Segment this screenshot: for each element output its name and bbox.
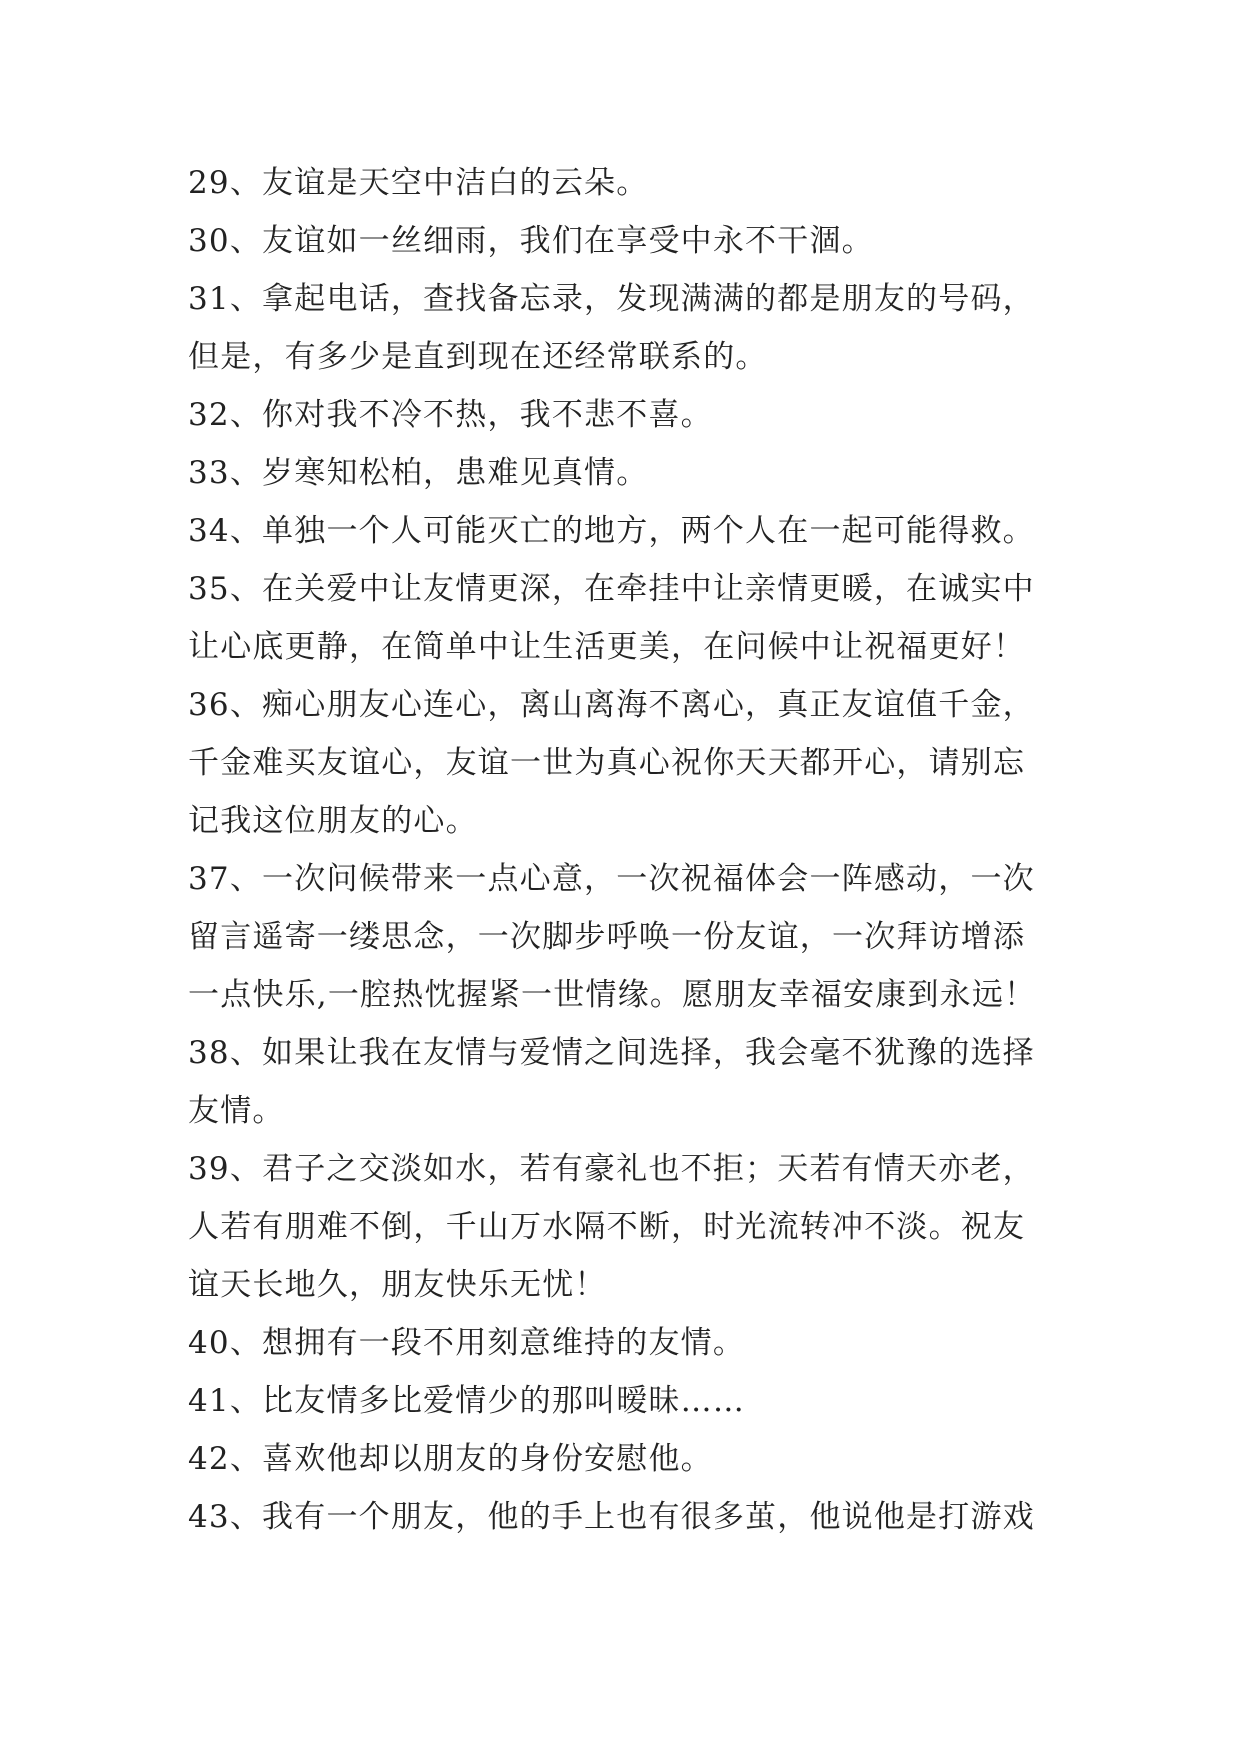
text-line: 千金难买友谊心，友谊一世为真心祝你天天都开心，请别忘: [188, 745, 1026, 781]
text-line: 29、友谊是天空中洁白的云朵。: [188, 165, 649, 201]
text-line: 32、你对我不冷不热，我不悲不喜。: [188, 397, 713, 433]
text-line: 但是，有多少是直到现在还经常联系的。: [188, 339, 768, 375]
text-line: 让心底更静，在简单中让生活更美，在问候中让祝福更好！: [188, 629, 1026, 665]
text-line: 41、比友情多比爱情少的那叫暧昧……: [188, 1383, 746, 1419]
text-line: 36、痴心朋友心连心，离山离海不离心，真正友谊值千金，: [188, 687, 1035, 723]
text-line: 42、喜欢他却以朋友的身份安慰他。: [188, 1441, 713, 1477]
text-line: 人若有朋难不倒，千山万水隔不断，时光流转冲不淡。祝友: [188, 1209, 1026, 1245]
text-line: 35、在关爱中让友情更深，在牵挂中让亲情更暖，在诚实中: [188, 571, 1035, 607]
text-line: 友情。: [188, 1093, 285, 1129]
text-line: 一点快乐,一腔热忱握紧一世情缘。愿朋友幸福安康到永远！: [188, 977, 1037, 1013]
text-line: 38、如果让我在友情与爱情之间选择，我会毫不犹豫的选择: [188, 1035, 1035, 1071]
text-line: 39、君子之交淡如水，若有豪礼也不拒；天若有情天亦老，: [188, 1151, 1035, 1187]
text-line: 37、一次问候带来一点心意，一次祝福体会一阵感动，一次: [188, 861, 1035, 897]
document-body: [188, 154, 1088, 1546]
text-line: 40、想拥有一段不用刻意维持的友情。: [188, 1325, 746, 1361]
text-line: 34、单独一个人可能灭亡的地方，两个人在一起可能得救。: [188, 513, 1035, 549]
text-line: 43、我有一个朋友，他的手上也有很多茧，他说他是打游戏: [188, 1499, 1035, 1535]
text-line: 记我这位朋友的心。: [188, 803, 478, 839]
text-line: 31、拿起电话，查找备忘录，发现满满的都是朋友的号码，: [188, 281, 1035, 317]
text-line: 留言遥寄一缕思念，一次脚步呼唤一份友谊，一次拜访增添: [188, 919, 1026, 955]
text-line: 谊天长地久，朋友快乐无忧！: [188, 1267, 607, 1303]
text-line: 30、友谊如一丝细雨，我们在享受中永不干涸。: [188, 223, 874, 259]
text-line: 33、岁寒知松柏，患难见真情。: [188, 455, 649, 491]
